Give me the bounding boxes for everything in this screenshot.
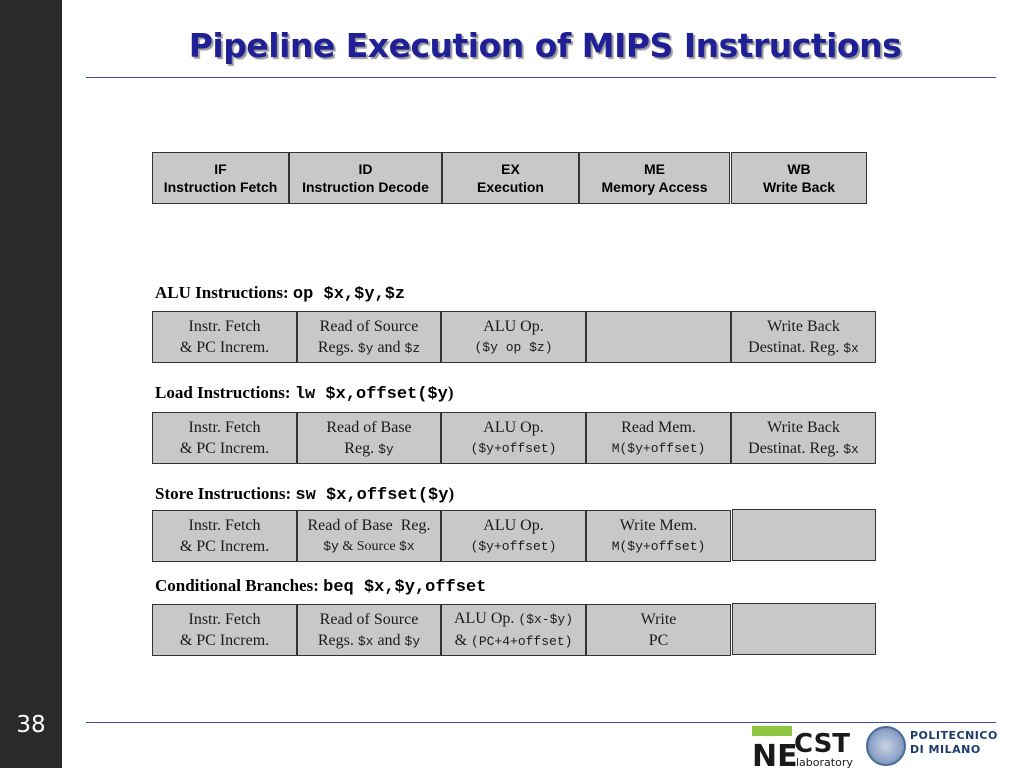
cell-line: & PC Increm. <box>179 632 270 649</box>
branch-decode-cell <box>297 604 441 656</box>
cell-line: Read of Base Reg. <box>307 517 431 534</box>
store-code: sw $x,offset($y <box>295 486 449 505</box>
cell-line: ($y op $z) <box>474 340 553 355</box>
stage-name: Instruction Fetch <box>163 179 278 195</box>
slide-title: Pipeline Execution of MIPS Instructions <box>188 26 902 65</box>
title-divider <box>86 77 996 78</box>
cell-line <box>318 337 420 359</box>
stage-code: EX <box>501 161 520 177</box>
cell-line: M($y+offset) <box>611 441 706 456</box>
necst-ne-text: NE <box>752 739 798 768</box>
cell-text: ($x-$y) <box>518 612 574 627</box>
cell-text: and <box>377 631 401 649</box>
load-execute-cell <box>441 412 586 464</box>
alu-code: op $x,$y,$z <box>292 285 406 304</box>
cell-line: & PC Increm. <box>179 440 270 457</box>
alu-label-text: ALU Instructions: <box>155 283 289 302</box>
stage-wb <box>731 152 867 204</box>
cell-line <box>455 630 573 652</box>
cell-text: Regs. <box>317 338 354 356</box>
cell-line: Write Mem. <box>619 517 698 534</box>
stage-name: Execution <box>477 179 544 195</box>
register-x: $x <box>843 441 859 457</box>
register-y: $y <box>404 633 421 649</box>
cell-line: ($y+offset) <box>470 441 557 456</box>
cell-line <box>748 438 859 460</box>
branch-label <box>155 576 486 597</box>
load-code: lw $x,offset($y <box>294 385 448 404</box>
footer-divider <box>86 722 996 723</box>
cell-line: Read Mem. <box>621 419 696 436</box>
stage-code: IF <box>214 161 227 177</box>
load-fetch-cell <box>152 412 297 464</box>
cell-text: (PC+4+offset) <box>471 634 573 649</box>
stage-code: ME <box>644 161 665 177</box>
necst-lab-text: laboratory <box>796 756 853 768</box>
cell-line: Read of Source <box>319 317 419 335</box>
polimi-line1: POLITECNICO <box>910 729 998 742</box>
stage-name: Write Back <box>762 179 836 195</box>
cell-line: PC <box>648 632 669 649</box>
stage-code: ID <box>358 161 373 177</box>
cell-line <box>318 630 420 652</box>
cell-line <box>454 608 573 630</box>
polimi-seal-icon <box>866 726 906 766</box>
register-y: $y <box>378 441 394 457</box>
stage-me <box>579 152 730 204</box>
cell-line <box>748 337 859 359</box>
cell-text: Reg. <box>344 439 375 457</box>
cell-line: Read of Source <box>319 610 419 628</box>
cell-line: Write Back <box>767 317 840 335</box>
cell-text: & <box>454 632 468 649</box>
register-x: $x <box>357 633 374 649</box>
cell-line: ALU Op. <box>483 318 544 335</box>
cell-line: Instr. Fetch <box>188 611 261 628</box>
polimi-logo-text <box>910 729 998 757</box>
slide-number: 38 <box>16 712 46 738</box>
alu-execute-cell <box>441 311 586 363</box>
alu-writeback-cell <box>731 311 876 363</box>
store-decode-cell <box>297 510 441 562</box>
cell-line <box>323 536 414 557</box>
cell-line: ALU Op. <box>483 419 544 436</box>
cell-line: & PC Increm. <box>179 538 270 555</box>
branch-label-text: Conditional Branches: <box>155 576 319 595</box>
cell-line: & PC Increm. <box>179 339 270 356</box>
register-x: $x <box>843 340 859 356</box>
cell-line: Write Back <box>767 418 840 436</box>
alu-fetch-cell <box>152 311 297 363</box>
cell-line <box>344 438 393 460</box>
branch-code: beq $x,$y,offset <box>323 578 487 597</box>
branch-fetch-cell <box>152 604 297 656</box>
stage-code: WB <box>787 161 811 177</box>
cell-line: Write <box>640 611 677 628</box>
stage-id <box>289 152 442 204</box>
load-code-close: ) <box>447 383 454 402</box>
cell-line: ALU Op. <box>483 517 544 534</box>
alu-decode-cell <box>297 311 441 363</box>
cell-line: Instr. Fetch <box>188 419 261 436</box>
alu-label <box>155 283 405 304</box>
register-y: $y <box>357 340 374 356</box>
stage-name: Instruction Decode <box>302 179 429 195</box>
store-memory-cell <box>586 510 731 562</box>
cell-line: M($y+offset) <box>611 539 706 554</box>
store-writeback-cell-empty <box>732 509 876 561</box>
branch-execute-cell <box>441 604 586 656</box>
left-sidebar <box>0 0 62 768</box>
store-fetch-cell <box>152 510 297 562</box>
branch-writeback-cell-empty <box>732 603 876 655</box>
store-label-text: Store Instructions: <box>155 484 292 503</box>
store-execute-cell <box>441 510 586 562</box>
cell-text: and <box>377 338 401 356</box>
stage-ex <box>442 152 579 204</box>
stage-name: Memory Access <box>601 179 708 195</box>
load-writeback-cell <box>731 412 876 464</box>
cell-text: & Source <box>342 539 396 554</box>
load-memory-cell <box>586 412 731 464</box>
alu-memory-cell-empty <box>586 311 731 363</box>
cell-text: Regs. <box>317 631 354 649</box>
branch-memory-cell <box>586 604 731 656</box>
load-label-text: Load Instructions: <box>155 383 291 402</box>
stage-if <box>152 152 289 204</box>
register-y: $y <box>323 539 339 554</box>
register-x: $x <box>399 539 415 554</box>
register-z: $z <box>404 340 421 356</box>
store-label <box>155 484 454 505</box>
load-label <box>155 383 454 404</box>
cell-line: ($y+offset) <box>470 539 557 554</box>
cell-line: Instr. Fetch <box>188 517 261 534</box>
cell-line: Read of Base <box>326 418 412 436</box>
cell-text: Destinat. Reg. <box>748 338 840 356</box>
cell-text: ALU Op. <box>453 610 515 627</box>
store-code-close: ) <box>448 484 455 503</box>
necst-logo <box>752 726 854 768</box>
cell-line: Instr. Fetch <box>188 318 261 335</box>
necst-green-bar <box>752 726 792 736</box>
polimi-line2: DI MILANO <box>910 743 981 756</box>
load-decode-cell <box>297 412 441 464</box>
cell-text: Destinat. Reg. <box>748 439 840 457</box>
necst-cst-text: CST <box>794 729 851 759</box>
